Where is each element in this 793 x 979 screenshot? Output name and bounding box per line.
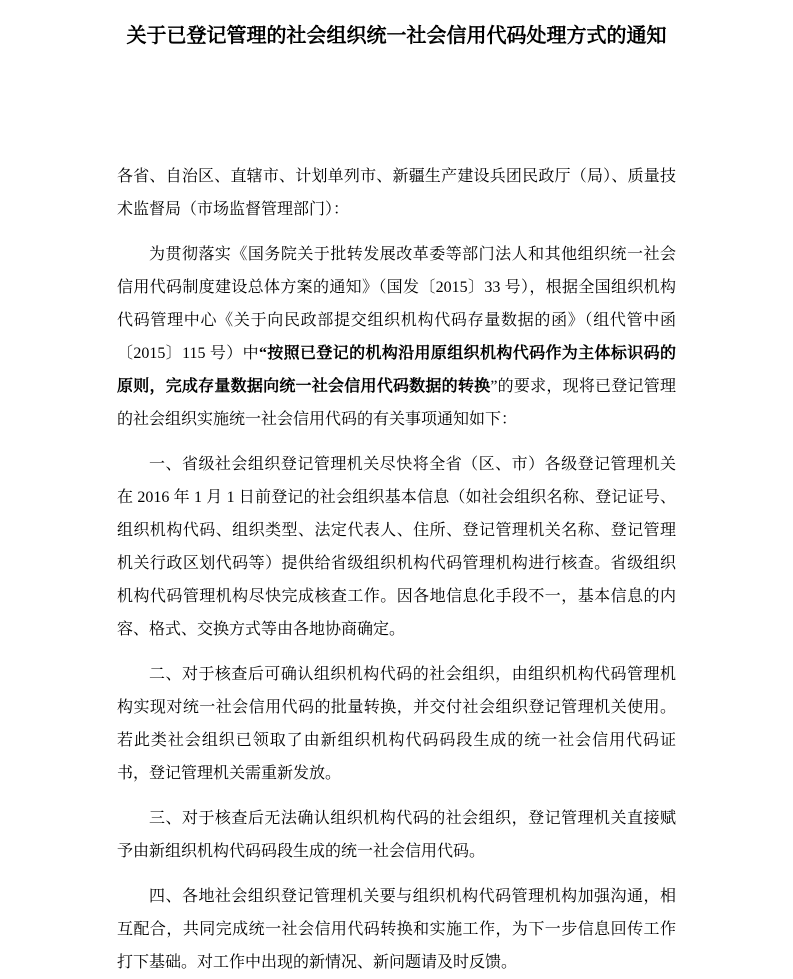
paragraph xyxy=(117,658,676,790)
paragraph xyxy=(117,880,676,979)
text-segment: 四、各地社会组织登记管理机关要与组织机构代码管理机构加强沟通，相互配合，共同完成统一社会信用代码转换和实施工作，为下一步信息回传工作打下基础。对工作中出现的新情况、新问题请及时反馈。 xyxy=(117,888,676,971)
text-segment: 三、对于核查后无法确认组织机构代码的社会组织，登记管理机关直接赋予由新组织机构代码码段生成的统一社会信用代码。 xyxy=(117,810,676,860)
paragraph xyxy=(117,802,676,868)
text-segment: ”的要求，现将已登记管理的社会组织实施统一社会信用代码的有关事项通知如下： xyxy=(117,378,676,428)
paragraph xyxy=(117,238,676,436)
text-segment: 二、对于核查后可确认组织机构代码的社会组织，由组织机构代码管理机构实现对统一社会信用代码的批量转换，并交付社会组织登记管理机关使用。若此类社会组织已领取了由新组织机构代码码段生成的统一社会信用代码证书，登记管理机关需重新发放。 xyxy=(117,666,676,782)
text-segment: 一、省级社会组织登记管理机关尽快将全省（区、市）各级登记管理机关在 2016 年 1 月 1 日前登记的社会组织基本信息（如社会组织名称、登记证号、组织机构代码、组织类型、法定代表人、住所、登记管理机关名称、登记管理机关行政区划代码等）提供给省级组织机构代码管理机构进行核查。省级组织机构代码管理机构尽快完成核查工作。因各地信息化手段不一，基本信息的内容、格式、交换方式等由各地协商确定。 xyxy=(117,456,676,638)
text-segment: 为贯彻落实《国务院关于批转发展改革委等部门法人和其他组织统一社会信用代码制度建设总体方案的通知》（国发〔2015〕33 号），根据全国组织机构代码管理中心《关于向民政部提交组织机构代码存量数据的函》（组代管中函〔2015〕115 号）中 xyxy=(117,246,676,362)
salutation-paragraph: 各省、自治区、直辖市、计划单列市、新疆生产建设兵团民政厅（局）、质量技术监督局（市场监督管理部门）： xyxy=(117,168,676,218)
bold-text-segment: “按照已登记的机构沿用原组织机构代码作为主体标识码的原则，完成存量数据向统一社会信用代码数据的转换 xyxy=(117,345,676,395)
paragraph-list xyxy=(117,238,676,979)
paragraph xyxy=(117,448,676,646)
document-title: 关于已登记管理的社会组织统一社会信用代码处理方式的通知 xyxy=(126,25,667,47)
